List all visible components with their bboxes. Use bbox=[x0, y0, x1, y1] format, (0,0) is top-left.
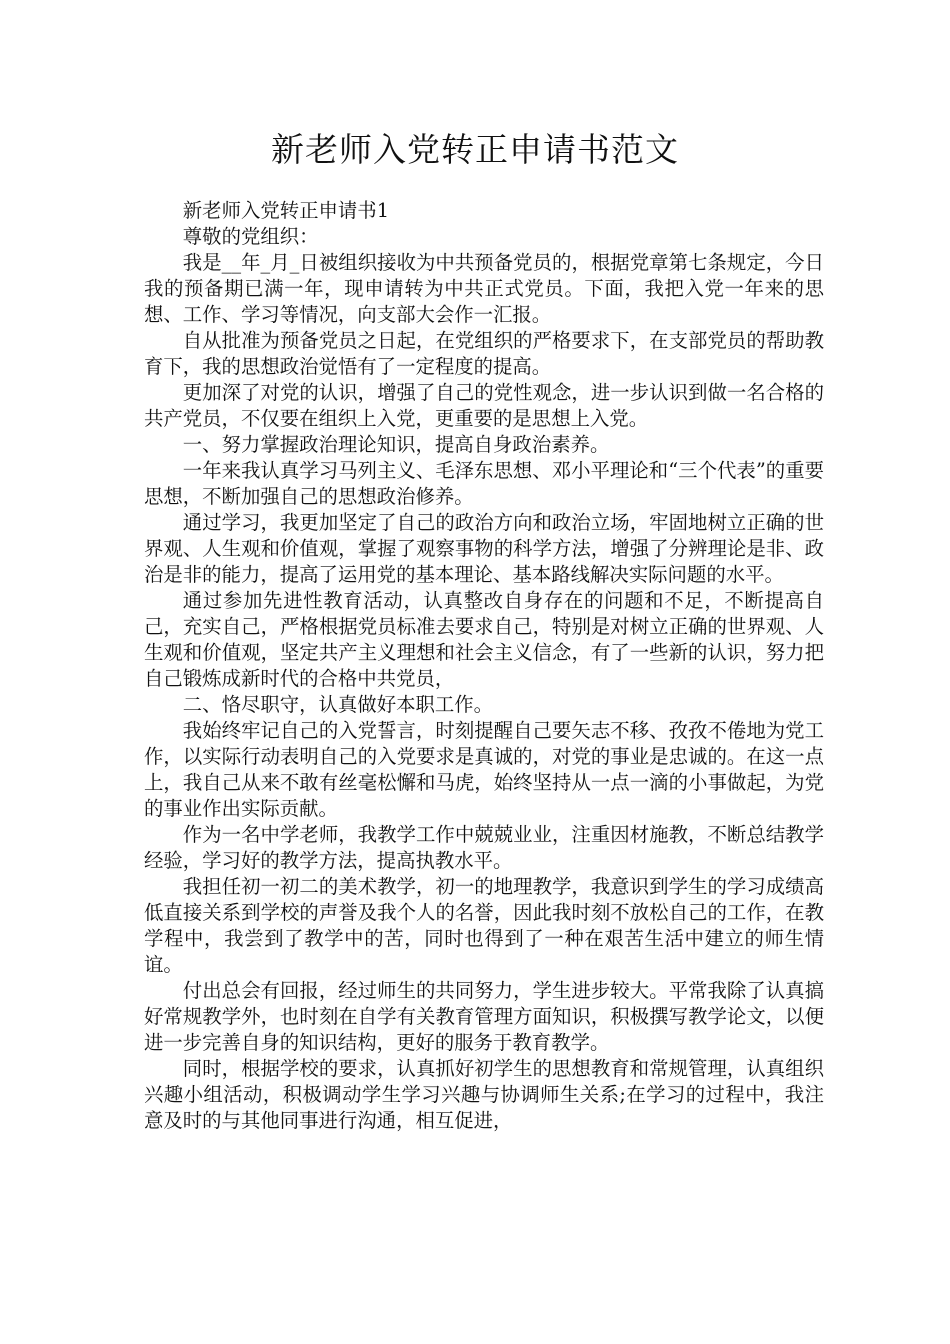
body-paragraph: 同时，根据学校的要求，认真抓好初学生的思想教育和常规管理，认真组织兴趣小组活动，积极调动学生学习兴趣与协调师生关系;在学习的过程中，我注意及时的与其他同事进行沟通，相互促进， bbox=[144, 1057, 824, 1132]
body-paragraph: 更加深了对党的认识，增强了自己的党性观念，进一步认识到做一名合格的共产党员，不仅要在组织上入党，更重要的是思想上入党。 bbox=[144, 381, 824, 430]
body-paragraph: 我担任初一初二的美术教学，初一的地理教学，我意识到学生的学习成绩高低直接关系到学校的声誉及我个人的名誉，因此我时刻不放松自己的工作，在教学程中，我尝到了教学中的苦，同时也得到了一种在艰苦生活中建立的师生情谊。 bbox=[144, 875, 824, 976]
body-paragraph: 通过参加先进性教育活动，认真整改自身存在的问题和不足，不断提高自己，充实自己，严格根据党员标准去要求自己，特别是对树立正确的世界观、人生观和价值观，坚定共产主义理想和社会主义信念，有了一些新的认识，努力把自己锻炼成新时代的合格中共党员， bbox=[144, 589, 824, 690]
subtitle-line: 新老师入党转正申请书1 bbox=[182, 199, 390, 222]
body-paragraph: 作为一名中学老师，我教学工作中兢兢业业，注重因材施教，不断总结教学经验，学习好的教学方法，提高执教水平。 bbox=[144, 823, 824, 872]
document-body bbox=[144, 198, 824, 1134]
body-paragraph: 我是__年_月_日被组织接收为中共预备党员的，根据党章第七条规定，今日我的预备期已满一年，现申请转为中共正式党员。下面，我把入党一年来的思想、工作、学习等情况，向支部大会作一汇报。 bbox=[144, 251, 824, 326]
section-heading: 二、恪尽职守，认真做好本职工作。 bbox=[182, 693, 494, 716]
body-paragraph: 自从批准为预备党员之日起，在党组织的严格要求下，在支部党员的帮助教育下，我的思想政治觉悟有了一定程度的提高。 bbox=[144, 329, 824, 378]
body-paragraph: 付出总会有回报，经过师生的共同努力，学生进步较大。平常我除了认真搞好常规教学外，也时刻在自学有关教育管理方面知识，积极撰写教学论文，以便进一步完善自身的知识结构，更好的服务于教育教学。 bbox=[144, 979, 824, 1054]
body-paragraph: 通过学习，我更加坚定了自己的政治方向和政治立场，牢固地树立正确的世界观、人生观和价值观，掌握了观察事物的科学方法，增强了分辨理论是非、政治是非的能力，提高了运用党的基本理论、基本路线解决实际问题的水平。 bbox=[144, 511, 824, 586]
body-paragraph: 我始终牢记自己的入党誓言，时刻提醒自己要矢志不移、孜孜不倦地为党工作，以实际行动表明自己的入党要求是真诚的，对党的事业是忠诚的。在这一点上，我自己从来不敢有丝毫松懈和马虎，始终坚持从一点一滴的小事做起，为党的事业作出实际贡献。 bbox=[144, 719, 824, 820]
document-title: 新老师入党转正申请书范文 bbox=[271, 130, 679, 169]
body-paragraph: 一年来我认真学习马列主义、毛泽东思想、邓小平理论和“三个代表”的重要思想，不断加强自己的思想政治修养。 bbox=[144, 459, 824, 508]
section-heading: 一、努力掌握政治理论知识，提高自身政治素养。 bbox=[182, 433, 610, 456]
salutation: 尊敬的党组织： bbox=[182, 225, 319, 248]
